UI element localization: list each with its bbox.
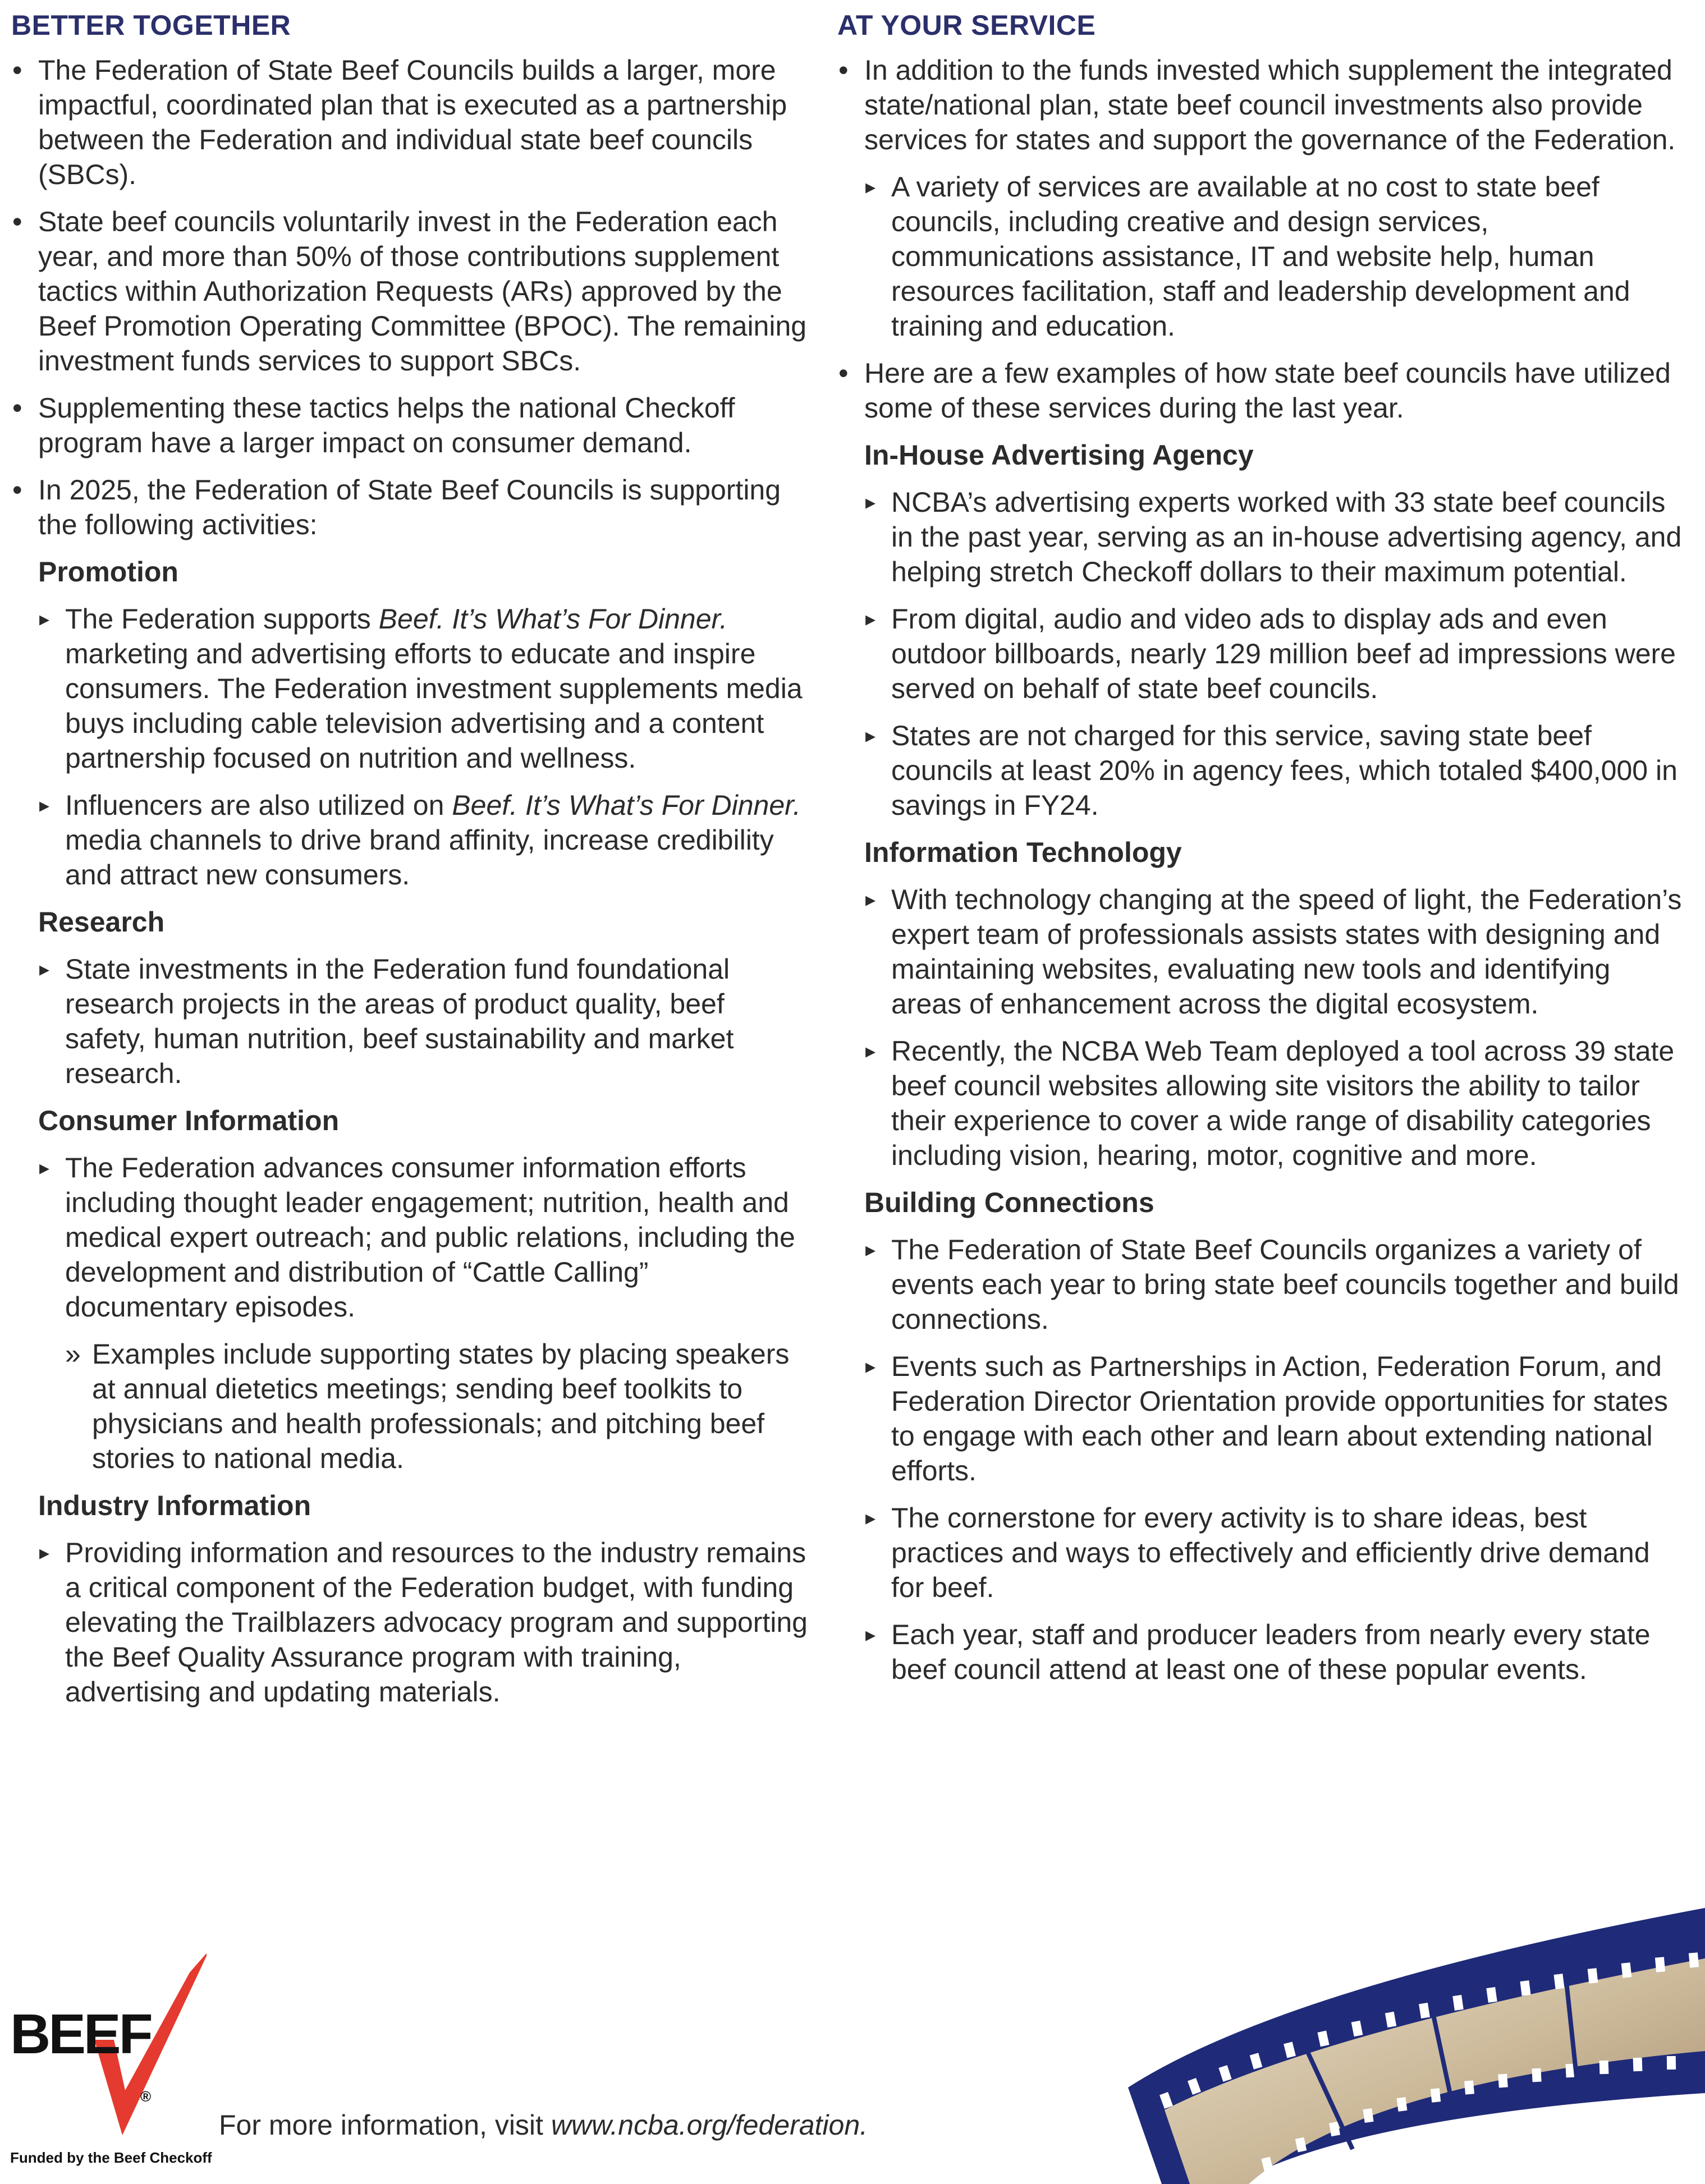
left-column xyxy=(11,8,808,1722)
triangle-marker: ▸ xyxy=(39,1541,50,1564)
triangle-marker: ▸ xyxy=(39,957,50,980)
paragraph-text-post: marketing and advertising efforts to educate and inspire consumers. The Federation investment supplements media buys including cable television advertising and a content partnership focused on nutrition and wellness. xyxy=(65,638,803,774)
paragraph-text-post: media channels to drive brand affinity, increase credibility and attract new consumers. xyxy=(65,824,774,891)
film-strip-image xyxy=(1117,1846,1705,2184)
subheading-industry-information: Industry Information xyxy=(38,1490,311,1521)
list-item xyxy=(11,602,808,776)
triangle-marker: ▸ xyxy=(865,1238,876,1261)
list-item xyxy=(837,1617,1685,1687)
subheading-in-house-advertising-agency: In-House Advertising Agency xyxy=(864,439,1254,471)
triangle-marker: ▸ xyxy=(865,490,876,513)
paragraph-text: Here are a few examples of how state beef councils have utilized some of these services during the last year. xyxy=(864,357,1671,424)
logo-wordmark: BEEF xyxy=(10,2003,151,2066)
list-item xyxy=(837,882,1685,1021)
paragraph-text: From digital, audio and video ads to display ads and even outdoor billboards, nearly 129 million beef ad impressions were served on behalf of state beef councils. xyxy=(891,603,1676,704)
triangle-marker: ▸ xyxy=(865,1355,876,1378)
bullet-marker: • xyxy=(12,54,22,86)
paragraph-text: State beef councils voluntarily invest in the Federation each year, and more than 50% of those contributions supplement tactics within Authorization Requests (ARs) approved by the Beef Promotion Operating Committee (BPOC). The remaining investment funds services to support SBCs. xyxy=(38,206,807,377)
paragraph-text: The Federation of State Beef Councils builds a larger, more impactful, coordinated plan that is executed as a partnership between the Federation and individual state beef councils (SBCs). xyxy=(38,54,787,190)
list-item xyxy=(11,53,808,192)
brand-emphasis: Beef. It’s What’s For Dinner. xyxy=(452,790,801,821)
paragraph-text: The Federation of State Beef Councils organizes a variety of events each year to bring state beef councils together and build connections. xyxy=(891,1234,1679,1335)
list-item xyxy=(11,1535,808,1709)
list-item xyxy=(11,1337,808,1476)
subheading-promotion: Promotion xyxy=(38,556,178,588)
bullet-marker: • xyxy=(12,206,22,237)
triangle-marker: ▸ xyxy=(865,607,876,630)
list-item xyxy=(837,356,1685,425)
bullet-marker: • xyxy=(12,392,22,424)
triangle-marker: ▸ xyxy=(865,1506,876,1529)
triangle-marker: ▸ xyxy=(865,888,876,911)
list-item xyxy=(837,718,1685,823)
triangle-marker: ▸ xyxy=(39,1156,50,1179)
list-item xyxy=(837,602,1685,706)
paragraph-text: Supplementing these tactics helps the national Checkoff program have a larger impact on consumer demand. xyxy=(38,392,735,458)
brand-emphasis: Beef. It’s What’s For Dinner. xyxy=(378,603,728,635)
paragraph-text: State investments in the Federation fund foundational research projects in the areas of product quality, beef safety, human nutrition, beef sustainability and market research. xyxy=(65,953,734,1089)
footer-more-info xyxy=(219,2108,868,2142)
section-title-at-your-service: AT YOUR SERVICE xyxy=(837,10,1096,41)
bullet-marker: • xyxy=(838,357,849,389)
triangle-marker: ▸ xyxy=(865,724,876,747)
paragraph-text: In addition to the funds invested which supplement the integrated state/national plan, state beef council investments also provide services for states and support the governance of the Federation. xyxy=(864,54,1676,155)
paragraph-text-pre: Influencers are also utilized on xyxy=(65,790,452,821)
list-item xyxy=(11,952,808,1091)
list-item xyxy=(11,391,808,460)
bullet-marker: • xyxy=(12,474,22,506)
list-item xyxy=(837,169,1685,343)
list-item xyxy=(837,1501,1685,1605)
subheading-information-technology: Information Technology xyxy=(864,837,1182,868)
subheading-consumer-information: Consumer Information xyxy=(38,1105,340,1136)
paragraph-text: NCBA’s advertising experts worked with 33 state beef councils in the past year, serving as an in-house advertising agency, and helping stretch Checkoff dollars to their maximum potential. xyxy=(891,487,1682,588)
paragraph-text-pre: The Federation supports xyxy=(65,603,379,635)
beef-checkoff-logo xyxy=(10,1950,212,2174)
list-item xyxy=(837,1034,1685,1173)
paragraph-text: Events such as Partnerships in Action, Federation Forum, and Federation Director Orientation provide opportunities for states to engage with each other and learn about extending national efforts. xyxy=(891,1351,1669,1486)
section-title-better-together: BETTER TOGETHER xyxy=(11,10,291,41)
triangle-marker: ▸ xyxy=(865,1623,876,1646)
footer-link[interactable]: www.ncba.org/federation. xyxy=(551,2109,868,2141)
paragraph-text: A variety of services are available at no cost to state beef councils, including creative and design services, communications assistance, IT and website help, human resources facilitation, staff and leadership development and training and education. xyxy=(891,171,1630,342)
guillemet-marker: » xyxy=(65,1338,81,1370)
subheading-building-connections: Building Connections xyxy=(864,1187,1154,1218)
paragraph-text: States are not charged for this service, saving state beef councils at least 20% in agency fees, which totaled $400,000 in savings in FY24. xyxy=(891,720,1677,821)
paragraph-text: In 2025, the Federation of State Beef Councils is supporting the following activities: xyxy=(38,474,781,540)
paragraph-text: The Federation advances consumer information efforts including thought leader engagement; nutrition, health and medical expert outreach; and public relations, including the development and distribution of “Cattle Calling” documentary episodes. xyxy=(65,1152,795,1323)
footer-text: For more information, visit xyxy=(219,2109,551,2141)
triangle-marker: ▸ xyxy=(865,175,876,198)
list-item xyxy=(11,788,808,892)
paragraph-text: Providing information and resources to the industry remains a critical component of the Federation budget, with funding elevating the Trailblazers advocacy program and supporting the Beef Quality Assurance program with training, advertising and updating materials. xyxy=(65,1537,808,1708)
triangle-marker: ▸ xyxy=(865,1039,876,1062)
paragraph-text: With technology changing at the speed of light, the Federation’s expert team of professionals assists states with designing and maintaining websites, evaluating new tools and identifying areas of enhancement across the digital ecosystem. xyxy=(891,884,1682,1020)
logo-tagline: Funded by the Beef Checkoff xyxy=(10,2149,212,2166)
registered-mark: ® xyxy=(140,2088,152,2105)
triangle-marker: ▸ xyxy=(39,607,50,630)
triangle-marker: ▸ xyxy=(39,793,50,816)
right-column xyxy=(837,8,1685,1699)
paragraph-text: Examples include supporting states by placing speakers at annual dietetics meetings; sending beef toolkits to physicians and health professionals; and pitching beef stories to national media. xyxy=(92,1338,790,1474)
bullet-marker: • xyxy=(838,54,849,86)
list-item xyxy=(837,53,1685,157)
list-item xyxy=(11,472,808,542)
list-item xyxy=(837,485,1685,589)
list-item xyxy=(837,1232,1685,1337)
paragraph-text: Each year, staff and producer leaders from nearly every state beef council attend at least one of these popular events. xyxy=(891,1619,1651,1685)
list-item xyxy=(11,1150,808,1324)
subheading-research: Research xyxy=(38,906,165,938)
paragraph-text: The cornerstone for every activity is to share ideas, best practices and ways to effectively and efficiently drive demand for beef. xyxy=(891,1502,1650,1603)
list-item xyxy=(837,1349,1685,1488)
list-item xyxy=(11,204,808,378)
paragraph-text: Recently, the NCBA Web Team deployed a tool across 39 state beef council websites allowing site visitors the ability to tailor their experience to cover a wide range of disability categories including vision, hearing, motor, cognitive and more. xyxy=(891,1035,1675,1171)
